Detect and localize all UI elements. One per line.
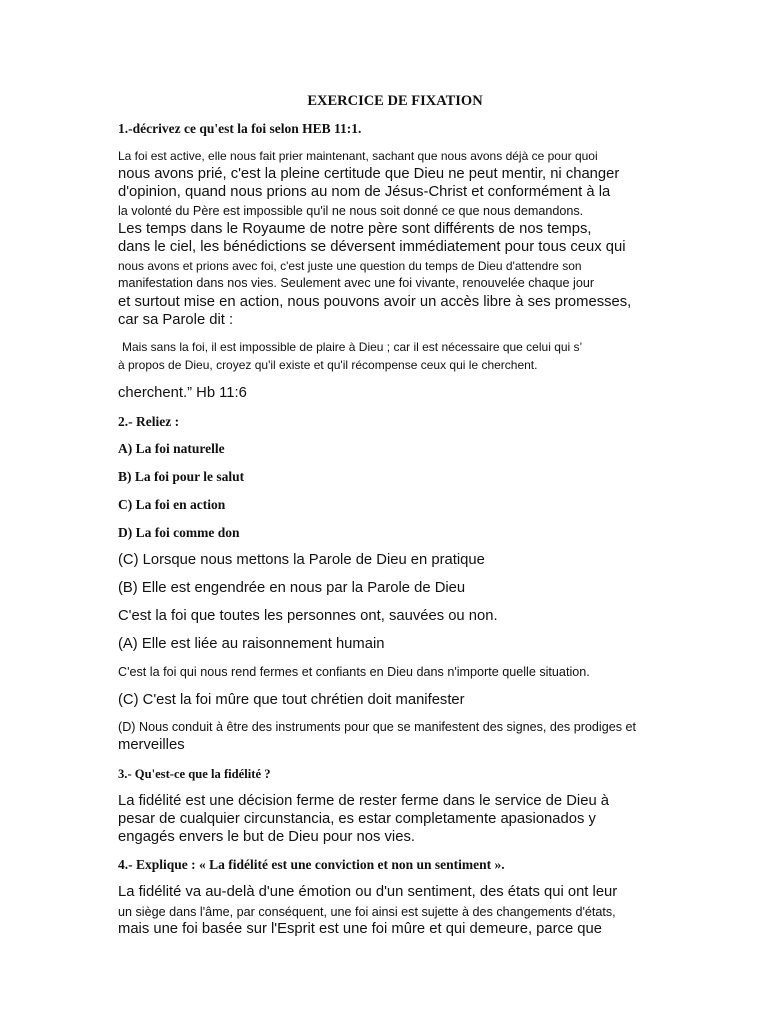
q2-answer: (C) C'est la foi mûre que tout chrétien doit manifester bbox=[118, 692, 465, 708]
q2-item: D) La foi comme don bbox=[118, 525, 240, 540]
q1-line: la volonté du Père est impossible qu'il ne nous soit donné ce que nous demandons. bbox=[118, 204, 584, 218]
q1-line: et surtout mise en action, nous pouvons avoir un accès libre à ses promesses, bbox=[118, 294, 632, 310]
question-4-heading: 4.- Explique : « La fidélité est une conviction et non un sentiment ». bbox=[118, 857, 505, 872]
q4-line: La fidélité va au-delà d'une émotion ou d'un sentiment, des états qui ont leur bbox=[118, 884, 618, 900]
q2-item: C) La foi en action bbox=[118, 497, 226, 512]
bible-quote-line: à propos de Dieu, croyez qu'il existe et qu'il récompense ceux qui le cherchent. bbox=[118, 358, 538, 372]
q2-answer: (A) Elle est liée au raisonnement humain bbox=[118, 636, 385, 652]
q4-line: mais une foi basée sur l'Esprit est une foi mûre et qui demeure, parce que bbox=[118, 921, 602, 937]
q4-line: un siège dans l'âme, par conséquent, une foi ainsi est sujette à des changements d'états, bbox=[118, 905, 616, 919]
q2-answer: C'est la foi qui nous rend fermes et confiants en Dieu dans n'importe quelle situation. bbox=[118, 665, 590, 679]
q1-line: car sa Parole dit : bbox=[118, 312, 234, 328]
bible-reference: cherchent.” Hb 11:6 bbox=[118, 385, 247, 401]
question-2-heading: 2.- Reliez : bbox=[118, 414, 180, 429]
q3-line: pesar de cualquier circunstancia, es estar completamente apasionados y bbox=[118, 811, 596, 827]
q2-item: A) La foi naturelle bbox=[118, 441, 225, 456]
q1-line: manifestation dans nos vies. Seulement avec une foi vivante, renouvelée chaque jour bbox=[118, 276, 595, 290]
q2-item: B) La foi pour le salut bbox=[118, 469, 245, 484]
question-3-heading: 3.- Qu'est-ce que la fidélité ? bbox=[118, 767, 271, 781]
q1-line: d'opinion, quand nous prions au nom de Jésus-Christ et conformément à la bbox=[118, 184, 611, 200]
q2-answer: (B) Elle est engendrée en nous par la Parole de Dieu bbox=[118, 580, 466, 596]
page-title: EXERCICE DE FIXATION bbox=[307, 93, 483, 109]
q1-line: dans le ciel, les bénédictions se déversent immédiatement pour tous ceux qui bbox=[118, 239, 626, 255]
q2-answer: merveilles bbox=[118, 737, 185, 753]
question-1-heading: 1.-décrivez ce qu'est la foi selon HEB 11:1. bbox=[118, 121, 362, 136]
q2-answer: (D) Nous conduit à être des instruments pour que se manifestent des signes, des prodiges et bbox=[118, 720, 637, 734]
bible-quote-line: Mais sans la foi, il est impossible de plaire à Dieu ; car il est nécessaire que celui qui s’ bbox=[122, 340, 583, 354]
q1-line: La foi est active, elle nous fait prier maintenant, sachant que nous avons déjà ce pour quoi bbox=[118, 149, 598, 163]
q3-line: engagés envers le but de Dieu pour nos vies. bbox=[118, 829, 415, 845]
q1-line: nous avons et prions avec foi, c'est juste une question du temps de Dieu d'attendre son bbox=[118, 259, 582, 273]
q2-answer: (C) Lorsque nous mettons la Parole de Dieu en pratique bbox=[118, 552, 485, 568]
q3-line: La fidélité est une décision ferme de rester ferme dans le service de Dieu à bbox=[118, 793, 610, 809]
q2-answer: C'est la foi que toutes les personnes ont, sauvées ou non. bbox=[118, 608, 498, 624]
q1-line: Les temps dans le Royaume de notre père sont différents de nos temps, bbox=[118, 221, 592, 237]
q1-line: nous avons prié, c'est la pleine certitude que Dieu ne peut mentir, ni changer bbox=[118, 166, 620, 182]
